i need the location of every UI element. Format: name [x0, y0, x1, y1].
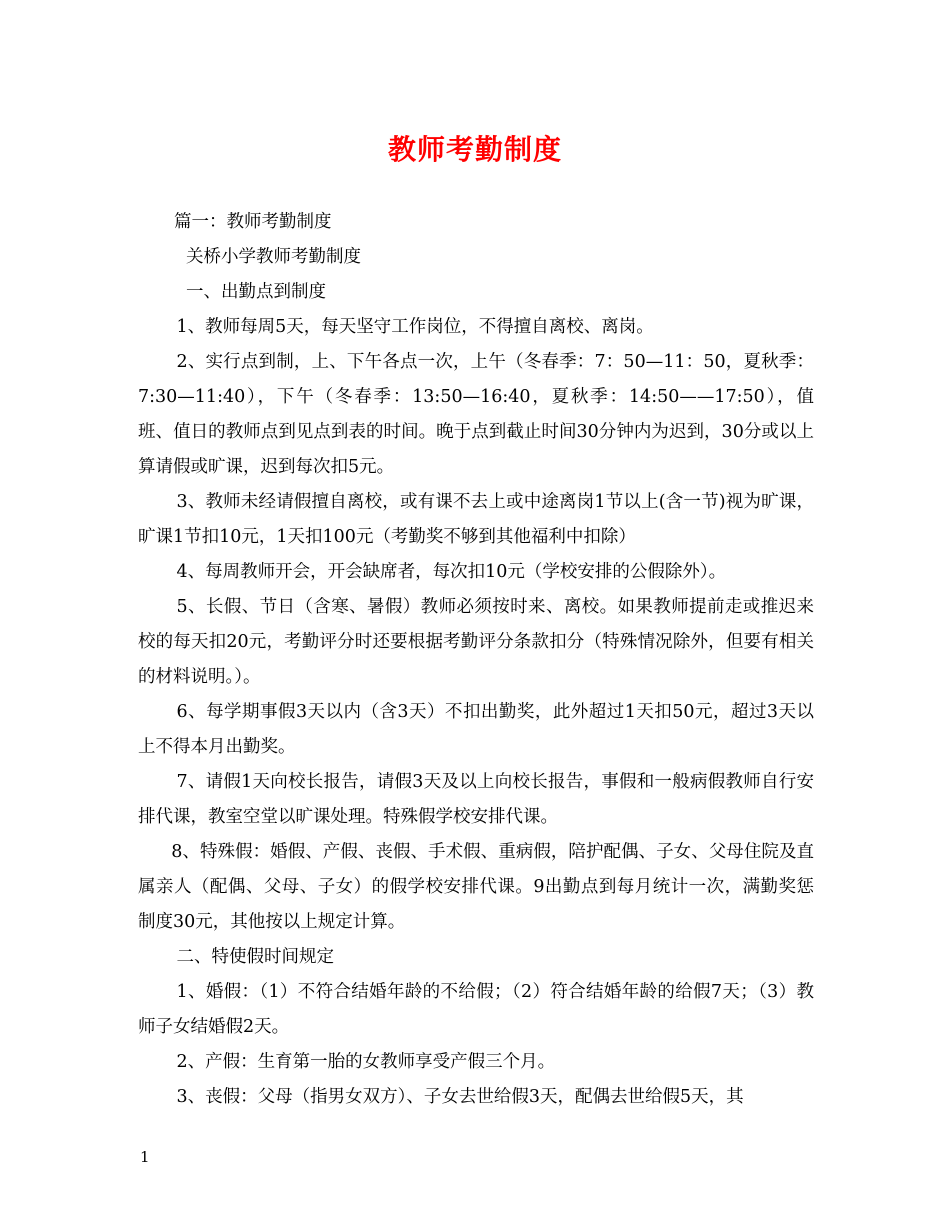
document-subtitle: 关桥小学教师考勤制度: [186, 247, 361, 267]
section-heading: 篇一：教师考勤制度: [174, 212, 332, 232]
part2-paragraph-2: 2、产假：生育第一胎的女教师享受产假三个月。: [176, 1052, 556, 1072]
document-title: 教师考勤制度: [387, 133, 562, 166]
part2-heading: 二、特使假时间规定: [176, 947, 334, 967]
part1-heading: 一、出勤点到制度: [186, 282, 326, 302]
paragraph-3: 3、教师未经请假擅自离校，或有课不去上或中途离岗1节以上(含一节)视为旷课，旷课1节扣10元，1天扣100元（考勤奖不够到其他福利中扣除）: [138, 492, 814, 547]
paragraph-8: 8、特殊假：婚假、产假、丧假、手术假、重病假，陪护配偶、子女、父母住院及直属亲人（配偶、父母、子女）的假学校安排代课。9出勤点到每月统计一次，满勤奖惩制度30元，其他按以上规定计算。: [138, 842, 814, 932]
document-body: [138, 205, 814, 1115]
paragraph-1: 1、教师每周5天，每天坚守工作岗位，不得擅自离校、离岗。: [176, 317, 654, 337]
paragraph-2: 2、实行点到制，上、下午各点一次，上午（冬春季：7：50—11：50，夏秋季：7:30—11:40），下午（冬春季：13:50—16:40，夏秋季：14:50——17:50），值班、值日的教师点到见点到表的时间。晚于点到截止时间30分钟内为迟到，30分或以上算请假或旷课，迟到每次扣5元。: [138, 352, 814, 477]
paragraph-4: 4、每周教师开会，开会缺席者，每次扣10元（学校安排的公假除外）。: [176, 562, 727, 582]
page-number: 1: [140, 1148, 150, 1166]
part2-paragraph-3: 3、丧假：父母（指男女双方）、子女去世给假3天，配偶去世给假5天，其: [176, 1087, 744, 1107]
paragraph-7: 7、请假1天向校长报告，请假3天及以上向校长报告，事假和一般病假教师自行安排代课，教室空堂以旷课处理。特殊假学校安排代课。: [138, 772, 814, 827]
part2-paragraph-1: 1、婚假：（1）不符合结婚年龄的不给假；（2）符合结婚年龄的给假7天；（3）教师子女结婚假2天。: [138, 982, 814, 1037]
paragraph-6: 6、每学期事假3天以内（含3天）不扣出勤奖，此外超过1天扣50元，超过3天以上不得本月出勤奖。: [138, 702, 814, 757]
paragraph-5: 5、长假、节日（含寒、暑假）教师必须按时来、离校。如果教师提前走或推迟来校的每天扣20元，考勤评分时还要根据考勤评分条款扣分（特殊情况除外，但要有相关的材料说明。）。: [138, 597, 814, 687]
